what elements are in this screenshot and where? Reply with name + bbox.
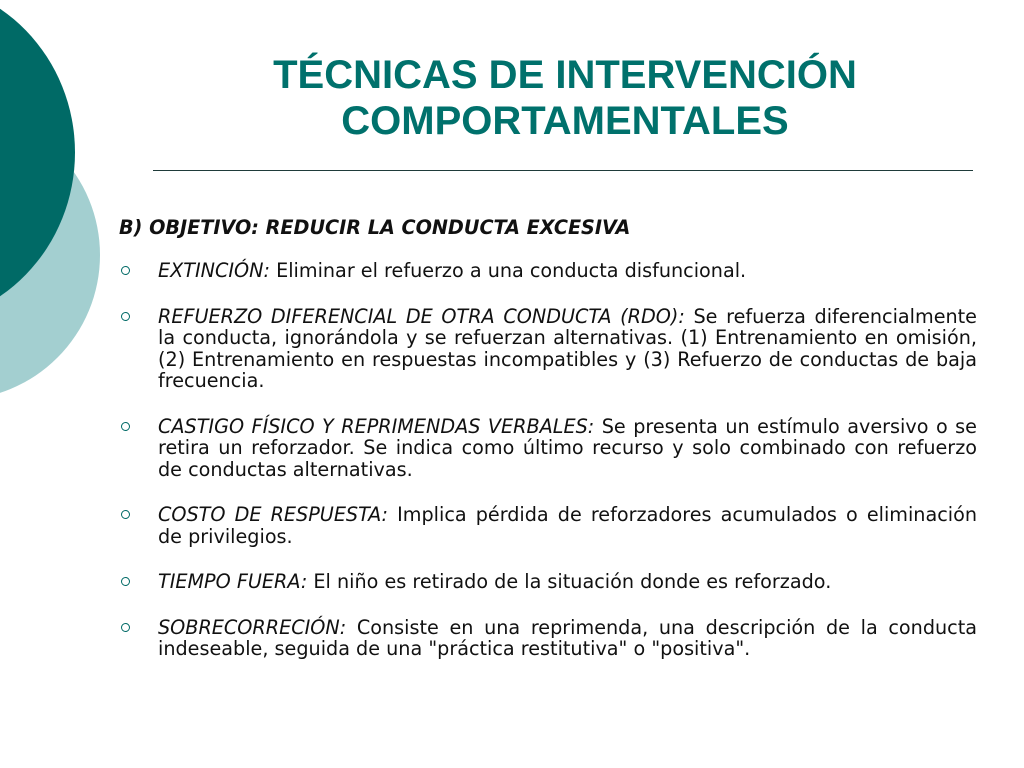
hollow-circle-bullet-icon bbox=[121, 422, 130, 431]
technique-description: Eliminar el refuerzo a una conducta disfuncional. bbox=[276, 259, 747, 282]
list-item bbox=[119, 416, 977, 481]
hollow-circle-bullet-icon bbox=[121, 510, 130, 519]
technique-description: Consiste en una reprimenda, una descripción de la conducta indeseable, seguida de una "práctica restitutiva" o "positiva". bbox=[158, 615, 977, 660]
list-item bbox=[119, 617, 977, 660]
technique-list bbox=[119, 260, 977, 660]
technique-term: CASTIGO FÍSICO Y REPRIMENDAS VERBALES: bbox=[158, 414, 595, 438]
slide-title-line-1: TÉCNICAS DE INTERVENCIÓN bbox=[273, 53, 857, 97]
hollow-circle-bullet-icon bbox=[121, 312, 130, 321]
list-item bbox=[119, 571, 977, 593]
title-divider bbox=[153, 170, 973, 171]
technique-term: TIEMPO FUERA: bbox=[158, 570, 308, 593]
list-item bbox=[119, 306, 977, 392]
list-item bbox=[119, 504, 977, 547]
technique-description: El niño es retirado de la situación donde es reforzado. bbox=[313, 570, 832, 593]
hollow-circle-bullet-icon bbox=[121, 577, 130, 586]
technique-description: Se refuerza diferencialmente la conducta, ignorándola y se refuerzan alternativas. (1) Entrenamiento en omisión, (2) Entrenamiento en respuestas incompatibles y (3) Refuerzo de conductas de baja frecuencia. bbox=[158, 304, 977, 392]
hollow-circle-bullet-icon bbox=[121, 266, 130, 275]
slide-title-line-2: COMPORTAMENTALES bbox=[341, 99, 789, 143]
slide-body bbox=[119, 217, 977, 684]
technique-description: Implica pérdida de reforzadores acumulados o eliminación de privilegios. bbox=[158, 503, 978, 548]
hollow-circle-bullet-icon bbox=[121, 623, 130, 632]
technique-term: COSTO DE RESPUESTA: bbox=[158, 503, 389, 526]
slide-title bbox=[150, 52, 980, 144]
technique-description: Se presenta un estímulo aversivo o se retira un reforzador. Se indica como último recurso y solo combinado con refuerzo de conductas alternativas. bbox=[158, 414, 977, 481]
technique-term: EXTINCIÓN: bbox=[158, 259, 270, 282]
technique-term: REFUERZO DIFERENCIAL DE OTRA CONDUCTA (RDO): bbox=[158, 304, 685, 328]
section-heading: B) OBJETIVO: REDUCIR LA CONDUCTA EXCESIVA bbox=[119, 216, 631, 239]
technique-term: SOBRECORRECIÓN: bbox=[158, 615, 347, 639]
list-item bbox=[119, 260, 977, 282]
